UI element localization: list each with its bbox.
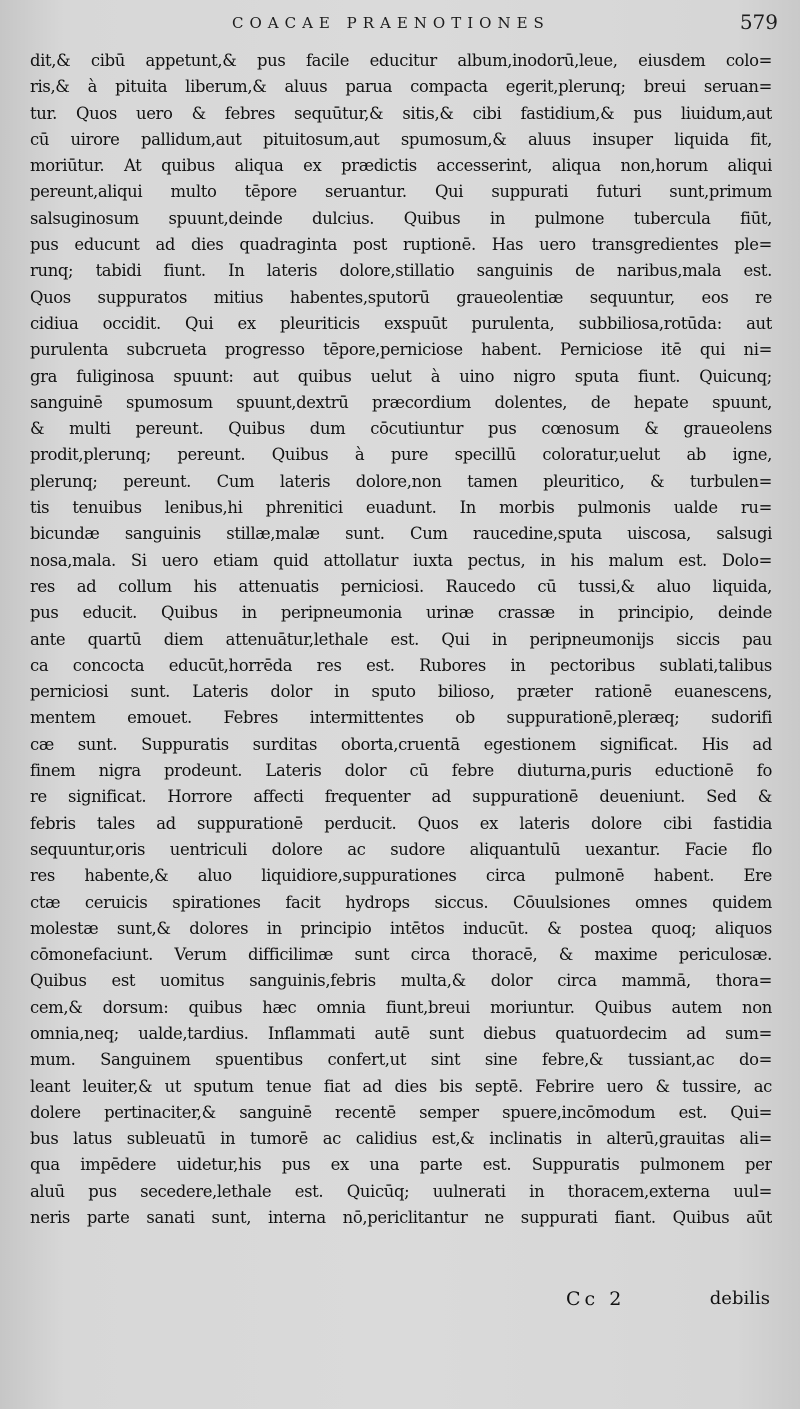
text-line: cæ sunt. Suppuratis surditas oborta,cruentā egestionem significat. His ad [30, 734, 772, 754]
text-line: ante quartū diem attenuātur,lethale est. Qui in peripneumonijs siccis pau [30, 629, 772, 649]
text-line: purulenta subcrueta progresso tēpore,perniciose habent. Perniciose itē qui ni= [30, 340, 772, 360]
text-line: qua impēdere uidetur,his pus ex una parte est. Suppuratis pulmonem per [30, 1155, 772, 1175]
text-line: nosa,mala. Si uero etiam quid attollatur iuxta pectus, in his malum est. Dolo= [30, 550, 772, 570]
text-line: prodit,plerunq; pereunt. Quibus à pure specillū coloratur,uelut ab igne, [30, 445, 772, 465]
text-line: ca concocta educūt,horrēda res est. Rubores in pectoribus sublati,talibus [30, 655, 772, 675]
text-line: res habente,& aluo liquidiore,suppurationes circa pulmonē habent. Ere [30, 866, 772, 886]
text-line: mentem emouet. Febres intermittentes ob suppurationē,pleræq; sudorifi [30, 708, 772, 728]
text-line: Quos suppuratos mitius habentes,sputorū graueolentiæ sequuntur, eos re [30, 287, 772, 307]
text-line: finem nigra prodeunt. Lateris dolor cū febre diuturna,puris eductionē fo [30, 761, 772, 781]
text-line: runq; tabidi fiunt. In lateris dolore,stillatio sanguinis de naribus,mala est. [30, 261, 772, 281]
text-line: pereunt,aliqui multo tēpore seruantur. Qui suppurati futuri sunt,primum [30, 182, 772, 202]
text-line: tur. Quos uero & febres sequūtur,& sitis,& cibi fastidium,& pus liuidum,aut [30, 103, 772, 123]
running-title: COACAE PRAENOTIONES [232, 14, 550, 32]
signature-mark: Cc 2 [566, 1288, 626, 1310]
text-line: salsuginosum spuunt,deinde dulcius. Quibus in pulmone tubercula fiūt, [30, 208, 772, 228]
text-line: leant leuiter,& ut sputum tenue fiat ad dies bis septē. Febrire uero & tussire, ac [30, 1076, 772, 1096]
text-line: mum. Sanguinem spuentibus confert,ut sint sine febre,& tussiant,ac do= [30, 1050, 772, 1070]
text-line: tis tenuibus lenibus,hi phrenitici euadunt. In morbis pulmonis ualde ru= [30, 498, 772, 518]
text-line: aluū pus secedere,lethale est. Quicūq; uulnerati in thoracem,externa uul= [30, 1181, 772, 1201]
text-line: cem,& dorsum: quibus hæc omnia fiunt,breui moriuntur. Quibus autem non [30, 997, 772, 1017]
text-line: gra fuliginosa spuunt: aut quibus uelut à uino nigro sputa fiunt. Quicunq; [30, 366, 772, 386]
text-line: Quibus est uomitus sanguinis,febris multa,& dolor circa mammā, thora= [30, 971, 772, 991]
text-line: sequuntur,oris uentriculi dolore ac sudore aliquantulū uexantur. Facie flo [30, 839, 772, 859]
text-line: molestæ sunt,& dolores in principio intētos inducūt. & postea quoq; aliquos [30, 918, 772, 938]
text-line: febris tales ad suppurationē perducit. Quos ex lateris dolore cibi fastidia [30, 813, 772, 833]
text-line: neris parte sanati sunt, interna nō,periclitantur ne suppurati fiant. Quibus aūt [30, 1208, 772, 1228]
text-line: pus educit. Quibus in peripneumonia urinæ crassæ in principio, deinde [30, 603, 772, 623]
text-line: plerunq; pereunt. Cum lateris dolore,non tamen pleuritico, & turbulen= [30, 471, 772, 491]
text-line: perniciosi sunt. Lateris dolor in sputo bilioso, præter rationē euanescens, [30, 682, 772, 702]
page-footer [0, 1288, 800, 1318]
catchword: debilis [709, 1288, 770, 1309]
text-line: dit,& cibū appetunt,& pus facile educitur album,inodorū,leue, eiusdem colo= [30, 51, 772, 70]
text-line: re significat. Horrore affecti frequenter ad suppurationē deueniunt. Sed & [30, 787, 772, 807]
page-number: 579 [739, 10, 778, 34]
text-line: pus educunt ad dies quadraginta post ruptionē. Has uero transgredientes ple= [30, 235, 772, 255]
text-line: cū uirore pallidum,aut pituitosum,aut spumosum,& aluus insuper liquida fit, [30, 129, 772, 149]
text-line: res ad collum his attenuatis perniciosi. Raucedo cū tussi,& aluo liquida, [30, 576, 772, 596]
text-line: dolere pertinaciter,& sanguinē recentē semper spuere,incōmodum est. Qui= [30, 1102, 772, 1122]
text-line: moriūtur. At quibus aliqua ex prædictis accesserint, aliqua non,horum aliqui [30, 156, 772, 176]
text-line: cōmonefaciunt. Verum difficilimæ sunt circa thoracē, & maxime periculosæ. [30, 945, 772, 965]
text-line: omnia,neq; ualde,tardius. Inflammati autē sunt diebus quatuordecim ad sum= [30, 1023, 772, 1043]
text-line: ctæ ceruicis spirationes facit hydrops siccus. Cōuulsiones omnes quidem [30, 892, 772, 912]
text-line: cidiua occidit. Qui ex pleuriticis exspuūt purulenta, subbiliosa,rotūda: aut [30, 313, 772, 333]
text-line: sanguinē spumosum spuunt,dextrū præcordium dolentes, de hepate spuunt, [30, 392, 772, 412]
text-line: bicundæ sanguinis stillæ,malæ sunt. Cum raucedine,sputa uiscosa, salsugi [30, 524, 772, 544]
text-line: & multi pereunt. Quibus dum cōcutiuntur pus cœnosum & graueolens [30, 419, 772, 439]
text-line: ris,& à pituita liberum,& aluus parua compacta egerit,plerunq; breui seruan= [30, 77, 772, 97]
text-line: bus latus subleuatū in tumorē ac calidius est,& inclinatis in alterū,grauitas ali= [30, 1129, 772, 1149]
text-block [30, 48, 772, 1231]
